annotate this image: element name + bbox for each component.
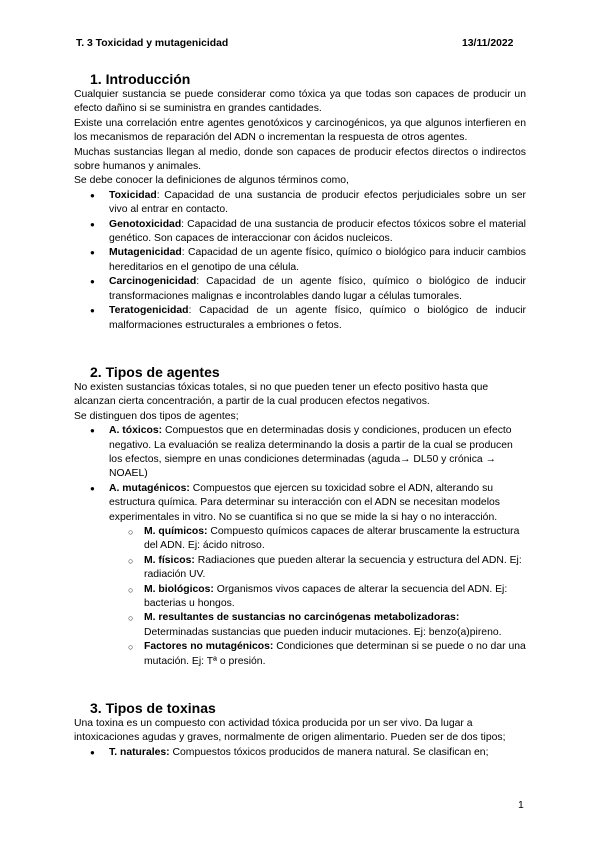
document-body <box>74 70 526 760</box>
page-number: 1 <box>518 800 524 811</box>
definition: Compuestos que en determinadas dosis y condiciones, producen un efecto negativo. La evaluación se realiza determinando la dosis a partir de la cual se producen los efectos, siempre en unas condiciones determinadas (aguda→ DL50 y crónica → NOAEL) <box>109 425 513 480</box>
paragraph: No existen sustancias tóxicas totales, si no que pueden tener un efecto positivo hasta que alcanzan cierta concentración, a partir de la cual producen efectos negativos. <box>74 381 489 408</box>
term: Mutagenicidad <box>109 247 182 259</box>
term-separator: : <box>181 218 185 230</box>
list-item <box>74 746 526 760</box>
definition: Capacidad de un agente físico, químico o biológico de inducir malformaciones estructurales a embriones o fetos. <box>109 305 526 331</box>
paragraph: Se distinguen dos tipos de agentes; <box>74 410 239 422</box>
definition: Capacidad de un agente físico, químico o biológico de inducir transformaciones malignas e incontrolables dando lugar a células tumorales. <box>109 276 526 302</box>
list-item <box>74 424 526 482</box>
paragraph: Cualquier sustancia se puede considerar como tóxica ya que todas son capaces de producir un efecto dañino si se suministra en grandes cantidades. <box>74 89 526 115</box>
term: Factores no mutagénicos: <box>144 641 274 653</box>
definition: Capacidad de un agente físico, químico o biológico para inducir cambios hereditarios en el genotipo de una célula. <box>109 247 526 273</box>
term-separator: : <box>188 305 192 317</box>
term: M. resultantes de sustancias no carcinógenas metabolizadoras: <box>144 612 460 624</box>
term: Teratogenicidad <box>109 305 189 317</box>
term-separator: : <box>156 189 160 201</box>
mutagens-sublist <box>74 525 526 669</box>
header-title: T. 3 Toxicidad y mutagenicidad <box>76 38 229 49</box>
definition: Condiciones que determinan si se puede o no dar una mutación. Ej: Tª o presión. <box>144 641 526 667</box>
paragraph: Una toxina es un compuesto con actividad tóxica producida por un ser vivo. Da lugar a intoxicaciones agudas y graves, normalmente de origen alimentario. Pueden ser de dos tipos; <box>74 718 506 744</box>
term: M. biológicos: <box>144 583 214 595</box>
sublist-item <box>74 583 526 612</box>
section-heading: 3. Tipos de toxinas <box>90 700 216 717</box>
definition: Capacidad de una sustancia de producir efectos perjudiciales sobre un ser vivo al entrar en contacto. <box>109 189 526 216</box>
paragraph: Muchas sustancias llegan al medio, donde son capaces de producir efectos directos o indirectos sobre humanos y animales. <box>74 146 526 173</box>
definition: Capacidad de una sustancia de producir efectos tóxicos sobre el material genético. Son capaces de interaccionar con ácidos nucleicos. <box>109 218 526 245</box>
list-item <box>74 189 526 218</box>
section-heading: 1. Introducción <box>90 71 191 87</box>
paragraph: Existe una correlación entre agentes genotóxicos y carcinogénicos, ya que algunos interfieren en los mecanismos de reparación del ADN o incrementan la respuesta de otros agentes. <box>74 117 526 144</box>
definition: Determinadas sustancias que pueden inducir mutaciones. Ej: benzo(a)pireno. <box>144 626 502 638</box>
sublist-item <box>74 554 526 583</box>
term: A. tóxicos: <box>109 425 163 437</box>
definition: Compuesto químicos capaces de alterar bruscamente la estructura del ADN. Ej: ácido nitroso. <box>144 525 520 552</box>
toxins-list <box>74 746 526 760</box>
definition: Compuestos tóxicos producidos de manera natural. Se clasifican en; <box>169 746 489 758</box>
term: Toxicidad <box>109 189 157 201</box>
list-item <box>74 275 526 304</box>
list-item <box>74 246 526 275</box>
definition: Organismos vivos capaces de alterar la secuencia del ADN. Ej: bacterias u hongos. <box>144 583 508 609</box>
section-tipos-de-toxinas <box>74 699 526 760</box>
term-separator: : <box>196 276 200 288</box>
term: M. químicos: <box>144 525 208 537</box>
term-separator: : <box>181 247 185 259</box>
term: M. físicos: <box>144 554 195 566</box>
definition: Compuestos que ejercen su toxicidad sobre el ADN, alterando su estructura química. Para determinar su interacción con el ADN se necesitan modelos experimentales in vitro. No se cuantifica si no que se mide la si hay o no interacción. <box>109 482 500 523</box>
agents-list <box>74 424 526 525</box>
sublist-item <box>74 640 526 669</box>
term: T. naturales: <box>109 746 170 758</box>
term: Genotoxicidad <box>109 218 182 230</box>
sublist-item <box>74 611 526 640</box>
section-heading: 2. Tipos de agentes <box>90 363 220 380</box>
definition: Radiaciones que pueden alterar la secuencia y estructura del ADN. Ej: radiación UV. <box>144 554 522 581</box>
definitions-list <box>74 189 526 333</box>
list-item <box>74 304 526 333</box>
term: Carcinogenicidad <box>109 276 197 288</box>
paragraph: Se debe conocer la definiciones de algunos términos como, <box>74 175 349 187</box>
section-tipos-de-agentes <box>74 363 526 669</box>
header-date: 13/11/2022 <box>462 38 514 49</box>
list-item <box>74 482 526 525</box>
sublist-item <box>74 525 526 554</box>
section-introduccion <box>74 70 526 333</box>
term: A. mutagénicos: <box>109 482 190 494</box>
list-item <box>74 218 526 247</box>
